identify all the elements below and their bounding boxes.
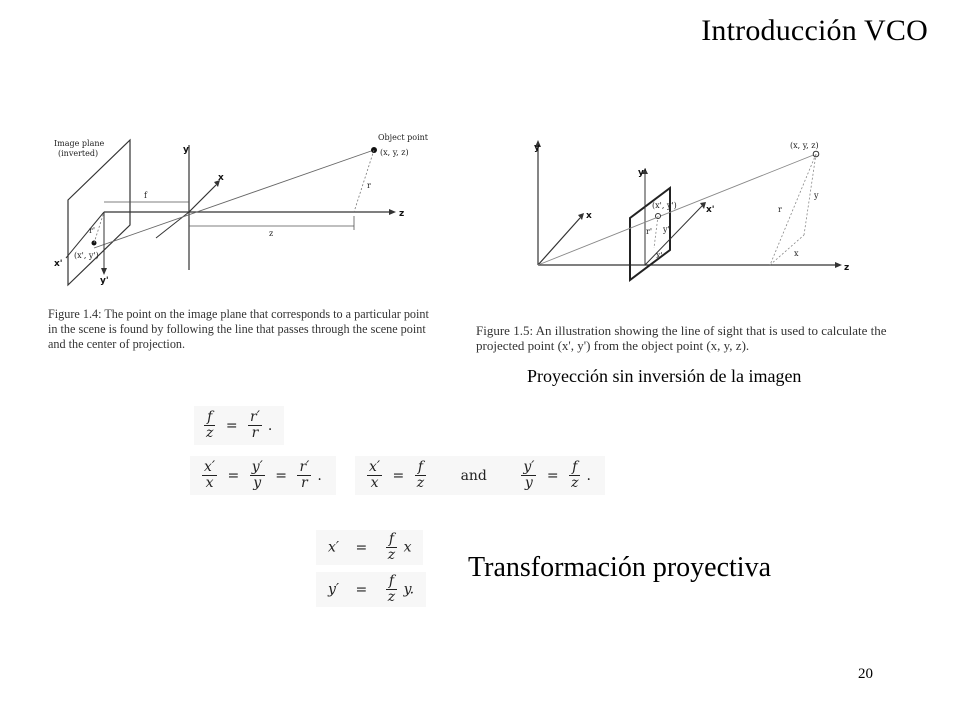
page-number: 20 [858, 666, 873, 682]
equation-4: x′ = $\frac{f}{z}$ x [316, 530, 423, 565]
label-y-prime-axis-r: y' [638, 168, 647, 178]
frac-xp-x-3: $\frac{x'}{x}$ [369, 459, 381, 491]
label-y-axis: y [183, 145, 189, 155]
label-object-coords: (x, y, z) [380, 148, 409, 157]
label-r-r: r [778, 205, 782, 214]
figure-1-4 [44, 130, 440, 352]
subtitle: Proyección sin inversión de la imagen [527, 366, 802, 386]
transform-label: Transformación proyectiva [468, 552, 771, 583]
frac-f-z: $\frac{f}{z}$ [206, 409, 214, 441]
figure-1-4-caption [44, 305, 440, 352]
figure-1-4-diagram [44, 130, 440, 300]
equation-3: $\frac{x'}{x}$ = $\frac{f}{z}$ and $\frac{y'}{y}$ = $\frac{f}{z}$ . [355, 456, 605, 495]
label-y-prime: y' [100, 276, 109, 286]
frac-f-z-3b: $\frac{f}{z}$ [571, 459, 579, 491]
frac-f-z-3: $\frac{f}{z}$ [416, 459, 425, 491]
slide-title: Introducción VCO [701, 14, 928, 47]
equation-1: $\frac{f}{z}$ = $\frac{r'}{r}$ . [194, 406, 284, 445]
and-word: and [460, 467, 487, 484]
label-x-axis: x [218, 173, 224, 183]
label-image-plane-2: (inverted) [58, 149, 99, 158]
frac-rp-r-2: $\frac{r'}{r}$ [299, 459, 310, 491]
label-object-point: Object point [378, 133, 428, 142]
frac-xp-x: $\frac{x'}{x}$ [204, 459, 216, 491]
figure-1-5-caption [470, 317, 910, 353]
caption-label-r: Figure 1.5: [476, 323, 534, 338]
frac-yp-y-3: $\frac{y'}{y}$ [523, 459, 535, 491]
frac-yp-y: $\frac{y'}{y}$ [251, 459, 263, 491]
label-r: r [367, 181, 371, 190]
equation-5: y′ = $\frac{f}{z}$ y. [316, 572, 426, 607]
figure-1-5-diagram [470, 130, 910, 312]
label-y-prime-small-r: y' [663, 225, 670, 234]
label-z-axis: z [399, 209, 405, 219]
label-x-prime-small-r: x' [656, 251, 663, 260]
label-r-prime: r' [89, 226, 96, 235]
figure-1-5 [470, 130, 910, 352]
label-z-distance: z [269, 229, 274, 238]
label-r-prime-r: r' [646, 227, 653, 236]
caption-text: The point on the image plane that corresponds to a particular point in the scene is found by following the line that passes through the scene point and the center of projection. [48, 307, 429, 351]
label-f: f [144, 191, 147, 200]
label-x-r: x [794, 249, 799, 258]
label-proj-coords-r: (x', y') [652, 201, 677, 210]
equation-2: $\frac{x'}{x}$ = $\frac{y'}{y}$ = $\frac{r'}{r}$ . [190, 456, 336, 495]
label-image-plane-1: Image plane [54, 139, 105, 148]
label-object-coords-r: (x, y, z) [790, 141, 819, 150]
label-y-r: y [814, 191, 819, 200]
label-x-prime: x' [54, 259, 63, 269]
frac-rp-r: $\frac{r'}{r}$ [250, 409, 260, 441]
label-x-axis-r: x [586, 211, 592, 221]
frac-f-z-5: $\frac{f}{z}$ [387, 573, 396, 605]
frac-f-z-4: $\frac{f}{z}$ [387, 531, 396, 563]
caption-text-r: An illustration showing the line of sight that is used to calculate the projected point (x', y') from the object point (x, y, z). [476, 323, 887, 353]
label-x-prime-axis-r: x' [706, 205, 715, 215]
caption-label: Figure 1.4: [48, 307, 102, 321]
label-proj-coords: (x', y') [74, 251, 99, 260]
label-y-axis-r: y [534, 143, 540, 153]
label-z-axis-r: z [844, 263, 850, 273]
